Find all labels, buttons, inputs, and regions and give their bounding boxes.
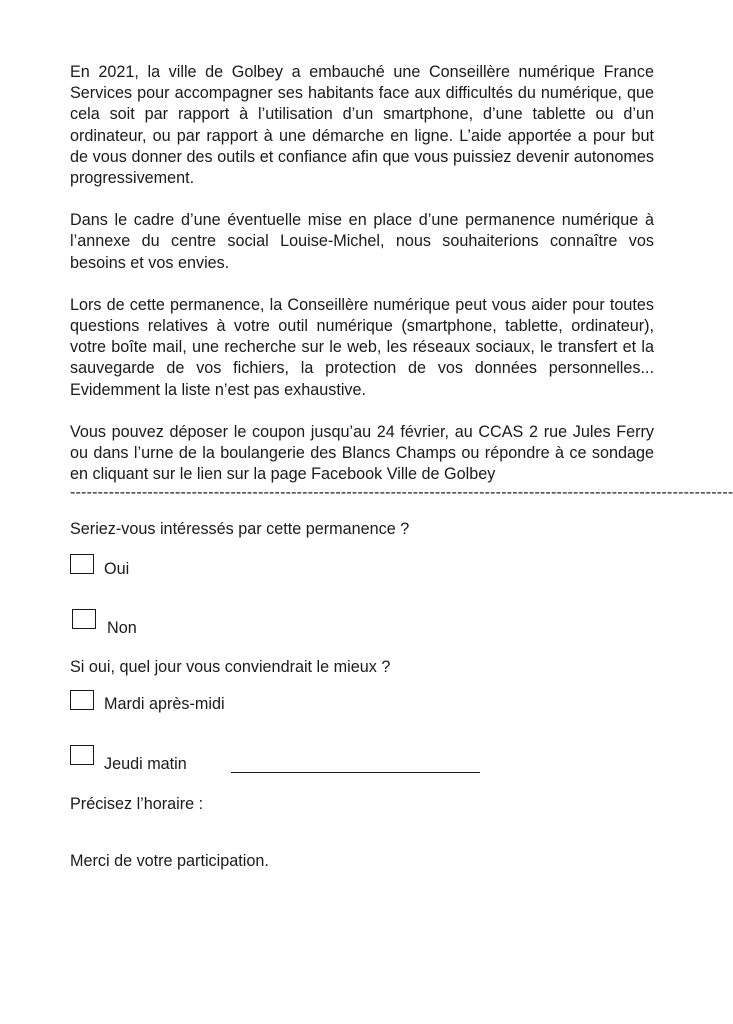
time-answer-line[interactable]	[231, 772, 480, 773]
time-label: Précisez l’horaire :	[70, 795, 204, 813]
intro-paragraph: Vous pouvez déposer le coupon jusqu’au 24 février, au CCAS 2 rue Jules Ferry ou dans l’urne de la boulangerie des Blancs Champs ou répondre à ce sondage en cliquant sur le lien sur la page Facebook Ville de Golbey	[70, 422, 654, 484]
intro-paragraph: Dans le cadre d’une éventuelle mise en place d’une permanence numérique à l’annexe du centre social Louise-Michel, nous souhaiterions connaître vos besoins et vos envies.	[70, 211, 654, 272]
intro-text	[70, 62, 733, 506]
checkbox-thursday[interactable]	[70, 745, 94, 765]
option-thursday-label: Jeudi matin	[104, 755, 187, 773]
thanks-text: Merci de votre participation.	[70, 852, 269, 870]
option-yes-label: Oui	[104, 560, 130, 578]
option-no-label: Non	[107, 619, 137, 637]
cut-line-divider: ------------------------------------------------------------------------------------------------------------------------	[70, 484, 733, 501]
intro-paragraph: En 2021, la ville de Golbey a embauché une Conseillère numérique France Services pour accompagner ses habitants face aux difficultés du numérique, que cela soit par rapport à l’utilisation d’un smartphone, d’une tablette ou d’un ordinateur, ou par rapport à une démarche en ligne. L’aide apportée a pour but de vous donner des outils et confiance afin que vous puissiez devenir autonomes progressivement.	[70, 63, 654, 188]
question-interest: Seriez-vous intéressés par cette permanence ?	[70, 520, 410, 538]
question-day: Si oui, quel jour vous conviendrait le mieux ?	[70, 658, 391, 676]
checkbox-tuesday[interactable]	[70, 690, 94, 710]
checkbox-no[interactable]	[72, 609, 96, 629]
option-tuesday-label: Mardi après-midi	[104, 695, 225, 713]
checkbox-yes[interactable]	[70, 554, 94, 574]
intro-paragraph: Lors de cette permanence, la Conseillère numérique peut vous aider pour toutes questions relatives à votre outil numérique (smartphone, tablette, ordinateur), votre boîte mail, une recherche sur le web, les réseaux sociaux, le transfert et la sauvegarde de vos fichiers, la protection de vos données personnelles... Evidemment la liste n’est pas exhaustive.	[70, 295, 654, 399]
